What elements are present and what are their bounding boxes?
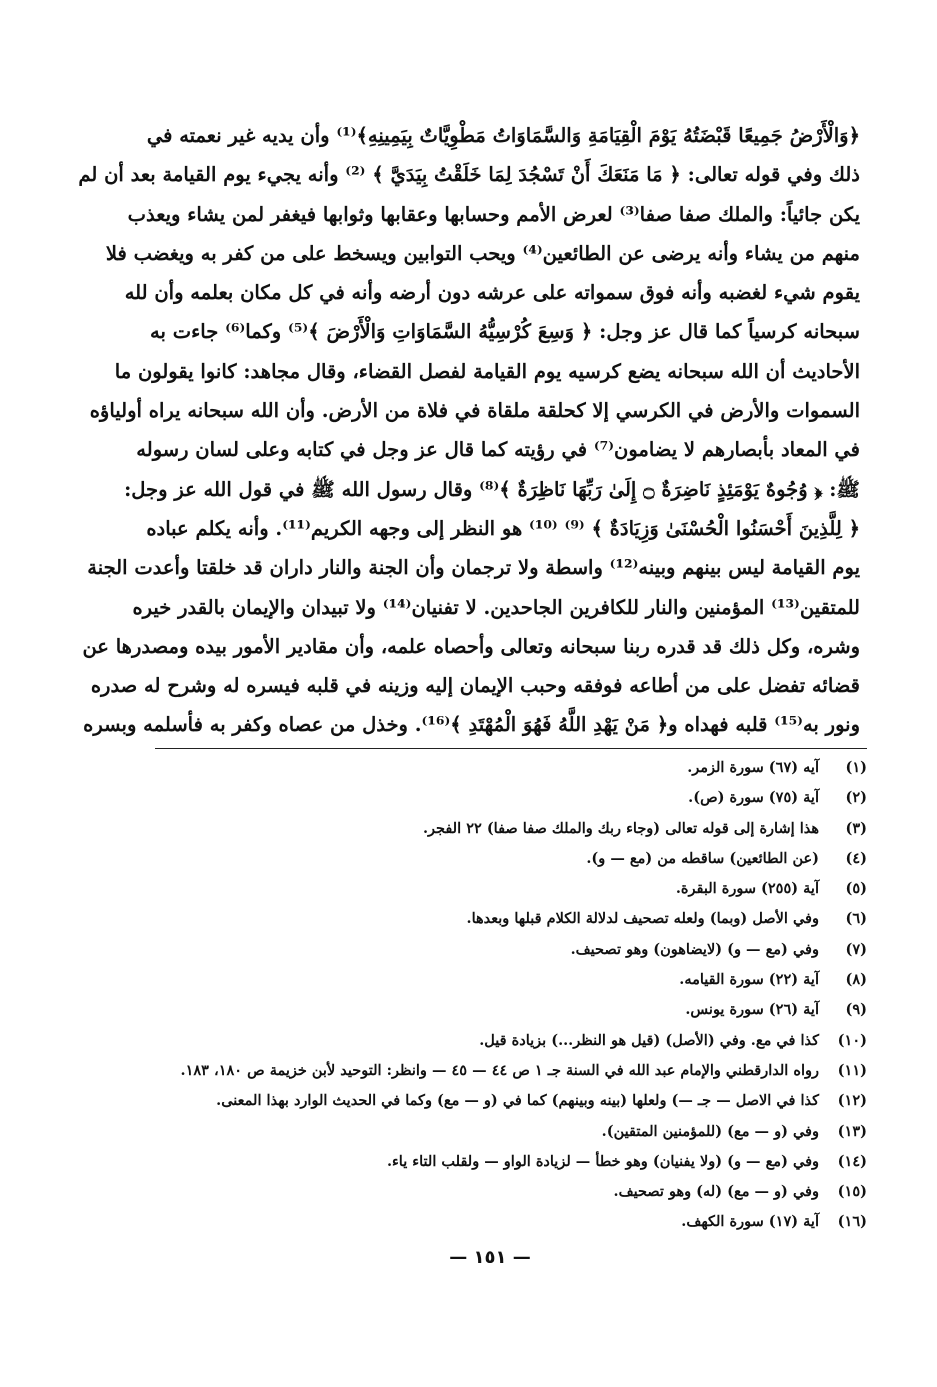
text-line: قضائه تفضل على من أطاعه فوفقه وحبب الإيمان إليه وزينه في قلبه فيسره له وشرح له صدره	[90, 674, 860, 698]
footnote-number: (٨)	[845, 971, 867, 989]
footnote-number: (٥)	[845, 880, 867, 898]
footnote	[147, 1147, 867, 1177]
footnote	[147, 783, 867, 813]
text-line: ﴿وَالْأَرْضُ جَمِيعًا قَبْضَتُهُ يَوْمَ الْقِيَامَةِ وَالسَّمَاوَاتُ مَطْوِيَّاتٌ بِيَمِينِهِ﴾⁽¹⁾ وأن يديه غير نعمته في	[146, 124, 860, 147]
footnote-text: آية (١٧) سورة الكهف.	[681, 1213, 819, 1231]
footnote	[147, 1177, 867, 1207]
footnote-text: كذا في الاصل — جـ —) ولعلها (بينه وبينهم) كما في (و — مع) وكما في الحديث الوارد بهذا المعنى.	[216, 1092, 819, 1110]
text-line: السموات والأرض في الكرسي إلا كحلقة ملقاة في فلاة من الأرض. وأن الله سبحانه يراه أولياؤه	[89, 399, 860, 423]
footnote-text: كذا في مع. وفي (الأصل) (قيل هو النظر...) بزيادة قيل.	[479, 1031, 819, 1049]
footnote-text: آية (٧٥) سورة (ص).	[688, 789, 819, 807]
footnote-text: وفي (و — مع) (للمؤمنين المتقين).	[601, 1122, 819, 1140]
footnote-number: (٢)	[845, 789, 867, 807]
footnote-text: آيه (٦٧) سورة الزمر.	[687, 759, 819, 776]
text-line: يوم القيامة ليس بينهم وبينه⁽¹²⁾ واسطة ولا ترجمان وأن الجنة والنار داران قد خلقتا وأعدت الجنة	[87, 556, 860, 580]
footnote-text: وفي (مع — و) (ولا يفنيان) وهو خطأ — لزيادة الواو — ولقلب التاء ياء.	[386, 1152, 819, 1170]
footnote-number: (٦)	[845, 910, 867, 928]
footnote	[147, 1056, 867, 1086]
footnote-number: (١)	[845, 759, 867, 776]
text-line: ﴿ لِلَّذِينَ أَحْسَنُوا الْحُسْنَىٰ وَزِيَادَةٌ ﴾ ⁽⁹⁾ ⁽¹⁰⁾ هو النظر إلى وجهه الكريم⁽¹¹⁾. وأنه يكلم عباده	[146, 516, 860, 540]
text-line: ﷺ: ﴿ وُجُوهٌ يَوْمَئِذٍ نَاضِرَةٌ ۝ إِلَىٰ رَبِّهَا نَاظِرَةٌ ﴾⁽⁸⁾ وقال رسول الله ﷺ في قول الله عز وجل:	[124, 477, 860, 501]
footnote	[147, 753, 867, 783]
footnote-text: هذا إشارة إلى قوله تعالى (وجاء ربك والملك صفا صفا) ٢٢ الفجر.	[422, 819, 819, 837]
footnote-text: آية (٢٥٥) سورة البقرة.	[675, 880, 819, 898]
footnote-number: (١٠)	[837, 1031, 867, 1049]
footnote	[147, 1207, 867, 1237]
text-line: يقوم شيء لغضبه وأنه فوق سمواته على عرشه دون أرضه وأنه في كل مكان بعلمه وأن لله	[124, 281, 860, 305]
text-line: الأحاديث أن الله سبحانه يضع كرسيه يوم القيامة لفصل القضاء، وقال مجاهد: كانوا يقولون ما	[114, 359, 860, 383]
footnote-number: (٣)	[845, 819, 867, 837]
text-line: وشره، وكل ذلك قد قدره ربنا سبحانه وتعالى وأحصاه علمه، وأن مقادير الأمور بيده ومصدرها عن	[82, 634, 860, 658]
footnote-text: آية (٢٢) سورة القيامه.	[679, 971, 819, 989]
footnote	[147, 1117, 867, 1147]
footnote-number: (١٣)	[837, 1122, 867, 1140]
footnote-number: (١١)	[837, 1061, 867, 1079]
footnote-number: (٧)	[845, 940, 867, 958]
text-line: يكن جائياً: والملك صفا صفا⁽³⁾ لعرض الأمم وحسابها وعقابها وثوابها فيغفر لمن يشاء ويعذب	[127, 202, 860, 226]
footnote-text: وفي الأصل (وبما) ولعله تصحيف لدلالة الكلام قبلها وبعدها.	[466, 910, 819, 928]
footnote-number: (٩)	[845, 1001, 867, 1019]
text-line: ونور به⁽¹⁵⁾ قلبه فهداه و﴿ مَنْ يَهْدِ اللَّهُ فَهُوَ الْمُهْتَدِ ﴾⁽¹⁶⁾. وخذل من عصاه وكفر به فأسلمه وبسره	[83, 713, 860, 737]
footnote-number: (١٥)	[837, 1183, 867, 1201]
text-line: ذلك وفي قوله تعالى: ﴿ مَا مَنَعَكَ أَنْ تَسْجُدَ لِمَا خَلَقْتُ بِيَدَيَّ ﴾ ⁽²⁾ وأنه يجيء يوم القيامة بعد أن لم	[78, 163, 860, 187]
page-number: — ١٥١ —	[449, 1247, 531, 1268]
footnote-number: (١٢)	[837, 1092, 867, 1110]
footnote	[147, 844, 867, 874]
footnote-text: (عن الطائعين) ساقطه من (مع — و).	[586, 849, 819, 867]
footnote	[147, 935, 867, 965]
footnote-text: وفي (مع — و) (لايضاهون) وهو تصحيف.	[570, 940, 819, 958]
text-line: للمتقين⁽¹³⁾ المؤمنين والنار للكافرين الجاحدين. لا تفنيان⁽¹⁴⁾ ولا تبيدان والإيمان بالقدر خيره	[132, 595, 860, 619]
footnotes-block	[147, 753, 867, 1238]
footnote-text: رواه الدارقطني والإمام عبد الله في السنة جـ ١ ص ٤٤ — ٤٥ — وانظر: التوحيد لأبن خزيمة ص ١٨٠، ١٨٣.	[180, 1061, 819, 1079]
footnote	[147, 995, 867, 1025]
footnote-separator	[155, 748, 867, 749]
footnote-number: (٤)	[845, 849, 867, 867]
footnote-number: (١٤)	[837, 1152, 867, 1170]
footnote-text: وفي (و — مع) (له) وهو تصحيف.	[613, 1183, 819, 1201]
footnote	[147, 874, 867, 904]
text-line: منهم من يشاء وأنه يرضى عن الطائعين⁽⁴⁾ ويحب التوابين ويسخط على من كفر به ويغضب فلا	[105, 241, 860, 265]
text-line: في المعاد بأبصارهم لا يضامون⁽⁷⁾ في رؤيته كما قال عز وجل في كتابه وعلى لسان رسوله	[136, 438, 860, 462]
footnote	[147, 814, 867, 844]
footnote	[147, 965, 867, 995]
footnote-number: (١٦)	[837, 1213, 867, 1231]
footnote	[147, 1086, 867, 1116]
main-text-block	[78, 116, 860, 745]
footnote-text: آية (٢٦) سورة يونس.	[685, 1001, 819, 1019]
text-line: سبحانه كرسياً كما قال عز وجل: ﴿ وَسِعَ كُرْسِيُّهُ السَّمَاوَاتِ وَالْأَرْضَ ﴾⁽⁵⁾ وكما⁽⁶⁾ جاءت به	[150, 320, 860, 344]
footnote	[147, 1026, 867, 1056]
footnote	[147, 904, 867, 934]
